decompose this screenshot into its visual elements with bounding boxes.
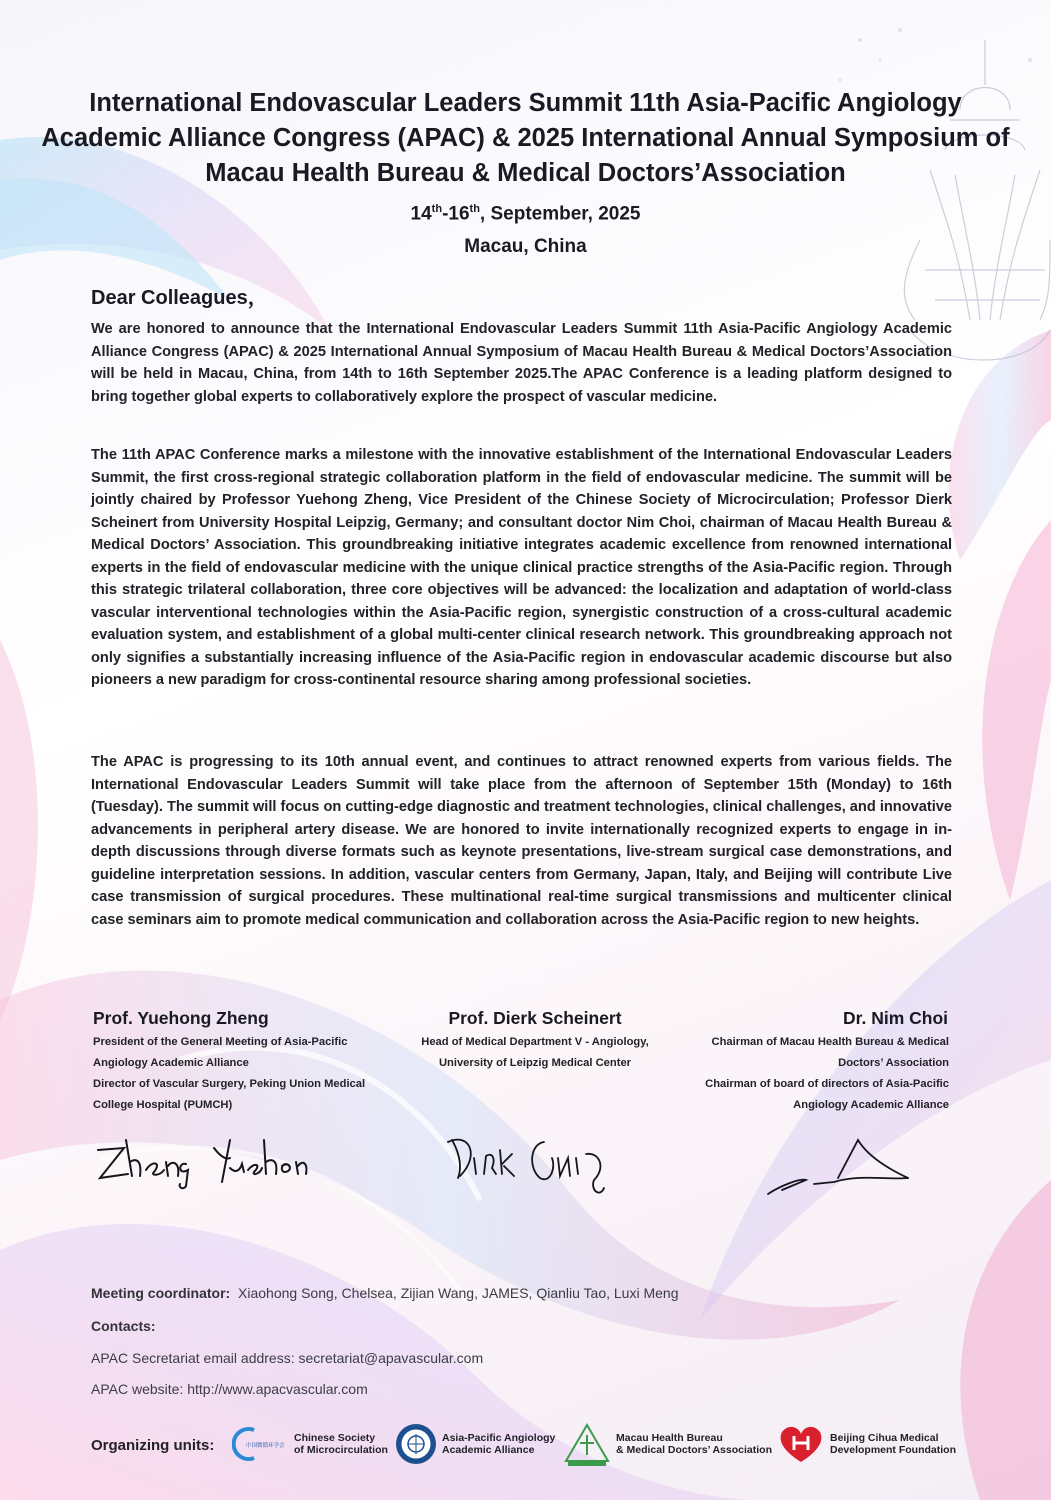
signatory-1-titles: President of the General Meeting of Asia-Pacific Angiology Academic Alliance Director of Vascular Surgery, Peking Union Medical College Hospital (PUMCH)	[93, 1036, 366, 1111]
paragraph-3: The APAC is progressing to its 10th annual event, and continues to attract renowned experts from various fields. The International Endovascular Leaders Summit will take place from the afternoon of September 15th (Monday) to 16th (Tuesday). The summit will focus on cutting-edge diagnostic and treatment technologies, clinical challenges, and innovative advancements in peripheral artery disease. We are honored to invite internationally recognized experts to engage in in-depth discussions through diverse formats such as keynote presentations, live-stream surgical case demonstrations, and guideline interpretation sessions. In addition, vascular centers from Germany, Japan, Italy, and Beijing will contribute Live case transmission of surgical procedures. These multinational real-time surgical transmissions and multicenter clinical case seminars aim to promote medical communication and collaboration across the Asia-Pacific region to new heights.	[91, 754, 952, 928]
signature-3-image	[760, 1128, 920, 1202]
contacts-label: Contacts:	[91, 1318, 156, 1334]
apac-website: APAC website: http://www.apacvascular.com	[91, 1381, 368, 1397]
signature-1-image	[90, 1130, 320, 1190]
organizer-macau-association: Macau Health Bureau & Medical Doctors’ Association	[562, 1420, 772, 1468]
svg-text:中国微循环学会: 中国微循环学会	[246, 1443, 285, 1449]
signatory-2-name: Prof. Dierk Scheinert	[448, 1008, 622, 1028]
organizer-apaaa: Asia-Pacific Angiology Academic Alliance	[394, 1420, 555, 1468]
organizing-units-label: Organizing units:	[91, 1437, 215, 1454]
email-link[interactable]: secretariat@apavascular.com	[298, 1350, 484, 1366]
page-title: International Endovascular Leaders Summit 11th Asia-Pacific Angiology Academic Alliance Congress (APAC) & 2025 International Annual Symposium of Macau Health Bureau & Medical Doctors’Association	[41, 89, 1010, 187]
signature-2-image	[440, 1128, 620, 1200]
signatory-2-titles: Head of Medical Department V - Angiology, University of Leipzig Medical Center	[421, 1036, 649, 1069]
secretariat-email: APAC Secretariat email address: secretariat@apavascular.com	[91, 1350, 484, 1366]
event-dates: 14th-16th, September, 2025	[410, 203, 641, 225]
macau-association-logo-icon	[562, 1421, 612, 1467]
organizer-cihua-foundation: Beijing Cihua Medical Development Foundation	[776, 1420, 956, 1468]
meeting-coordinator: Meeting coordinator: Xiaohong Song, Chelsea, Zijian Wang, JAMES, Qianliu Tao, Luxi Meng	[91, 1285, 679, 1301]
signatory-3-name: Dr. Nim Choi	[842, 1008, 948, 1028]
event-location: Macau, China	[464, 236, 587, 257]
heart-logo-icon	[776, 1422, 826, 1466]
signatory-1-name: Prof. Yuehong Zheng	[93, 1008, 269, 1028]
paragraph-2: The 11th APAC Conference marks a milestone with the innovative establishment of the International Endovascular Leaders Summit, the first cross-regional strategic collaboration platform in the field of endovascular medicine. The summit will be jointly chaired by Professor Yuehong Zheng, Vice President of the Chinese Society of Microcirculation; Professor Dierk Scheinert from University Hospital Leipzig, Germany; and consultant doctor Nim Choi, chairman of Macau Health Bureau & Medical Doctors’ Association. This groundbreaking initiative integrates academic excellence from renowned international experts in the field of endovascular medicine with the unique clinical practice strengths of the Asia-Pacific region. Through this strategic trilateral collaboration, three core objectives will be advanced: the localization and adaptation of world-class vascular interventional technologies within the Asia-Pacific region, synergistic construction of a cross-cultural academic evaluation system, and establishment of a global multi-center clinical research network. This groundbreaking approach not only signifies a substantially increasing influence of the Asia-Pacific region in endovascular academic discourse but also pioneers a new paradigm for cross-continental resource sharing among professional societies.	[91, 447, 952, 688]
organizer-cscm: 中国微循环学会 Chinese Society of Microcirculation	[232, 1420, 388, 1468]
salutation: Dear Colleagues，	[91, 287, 268, 309]
apaaa-seal-icon	[394, 1422, 438, 1466]
paragraph-1: We are honored to announce that the International Endovascular Leaders Summit 11th Asia-Pacific Angiology Academic Alliance Congress (APAC) & 2025 International Annual Symposium of Macau Health Bureau & Medical Doctors’Association will be held in Macau, China, from 14th to 16th September 2025.The APAC Conference is a leading platform designed to bring together global experts to collaboratively explore the prospect of vascular medicine.	[91, 321, 952, 405]
cscm-logo-icon	[232, 1424, 290, 1464]
signatory-3-titles: Chairman of Macau Health Bureau & Medical Doctors’ Association Chairman of board of directors of Asia-Pacific Angiology Academic Alliance	[705, 1036, 949, 1111]
website-link[interactable]: http://www.apacvascular.com	[187, 1381, 368, 1397]
